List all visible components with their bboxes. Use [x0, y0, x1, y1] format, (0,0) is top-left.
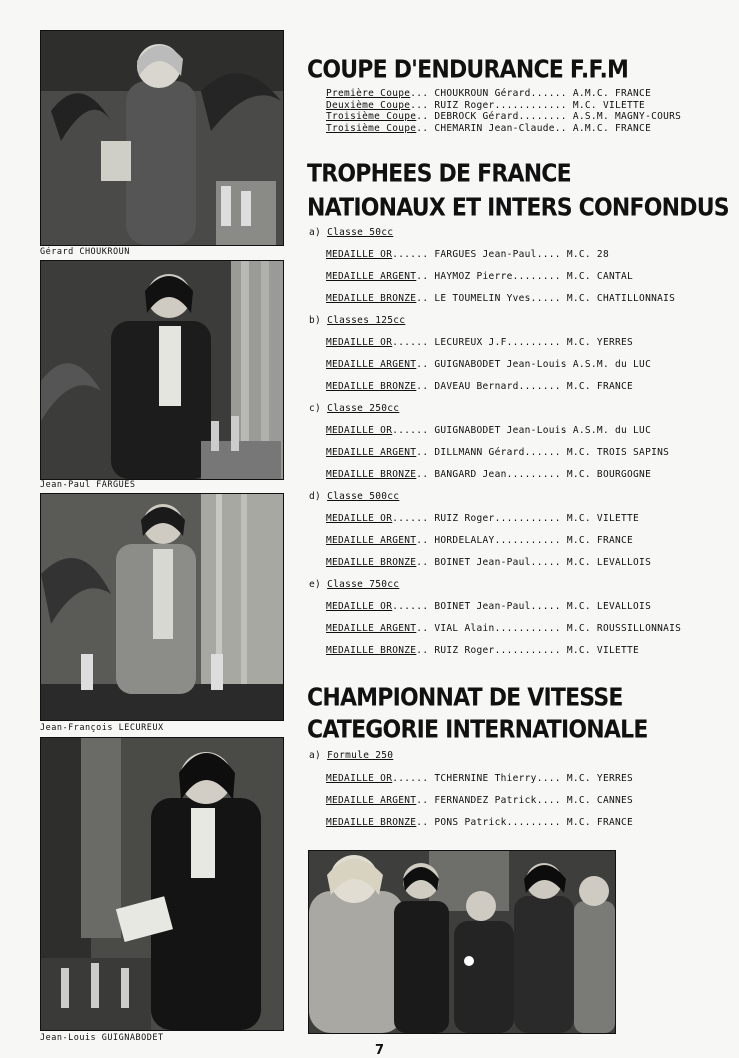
class-name: Classes 125cc: [327, 315, 406, 326]
medal-row: [326, 293, 675, 304]
medal-name: BOINET Jean-Paul.....: [434, 601, 561, 612]
section-title-coupe: COUPE D'ENDURANCE F.F.M: [307, 56, 629, 84]
photo-jean-francois-lecureux: [40, 493, 284, 721]
class-heading: [309, 403, 399, 414]
photo-caption: Jean-François LECUREUX: [40, 723, 164, 733]
photo-caption: Jean-Louis GUIGNABODET: [40, 1033, 164, 1043]
medal-name: RUIZ Roger...........: [434, 513, 561, 524]
page-number: 7: [375, 1043, 385, 1058]
medal-name: VIAL Alain...........: [434, 623, 561, 634]
medal-club: M.C. VILETTE: [566, 645, 640, 656]
medal-row: [326, 271, 633, 282]
class-name: Classe 500cc: [327, 491, 400, 502]
class-heading: [309, 491, 399, 502]
medal-dots: ......: [392, 337, 429, 348]
coupe-label: Deuxième Coupe: [326, 99, 411, 111]
coupe-dots: ...: [410, 88, 429, 99]
class-heading: [309, 750, 393, 761]
medal-dots: ......: [392, 425, 429, 436]
medal-row: [326, 645, 639, 656]
class-letter: b): [309, 315, 322, 326]
medal-club: M.C. BOURGOGNE: [566, 469, 652, 480]
medal-dots: ..: [416, 645, 429, 656]
medal-label: MEDAILLE ARGENT: [326, 447, 417, 458]
medal-label: MEDAILLE BRONZE: [326, 381, 417, 392]
medal-dots: ..: [416, 817, 429, 828]
coupe-club: A.S.M. MAGNY-COURS: [572, 111, 682, 122]
class-name: Classe 250cc: [327, 403, 400, 414]
medal-label: MEDAILLE ARGENT: [326, 795, 417, 806]
medal-dots: ......: [392, 773, 429, 784]
medal-dots: ......: [392, 513, 429, 524]
medal-row: [326, 513, 639, 524]
section-title-trophees-line1: TROPHEES DE FRANCE: [307, 160, 571, 188]
class-letter: a): [309, 227, 322, 238]
coupe-name: RUIZ Roger............: [434, 99, 567, 111]
coupe-dots: ...: [410, 99, 429, 111]
photo-caption: Jean-Paul FARGUES: [40, 480, 136, 490]
coupe-row: [326, 111, 681, 122]
coupe-name: CHOUKROUN Gérard......: [434, 88, 567, 99]
medal-club: M.C. CANNES: [566, 795, 634, 806]
medal-dots: ..: [416, 293, 429, 304]
medal-row: [326, 557, 651, 568]
class-heading: [309, 315, 405, 326]
class-heading: [309, 579, 399, 590]
medal-club: M.C. YERRES: [566, 773, 634, 784]
medal-name: TCHERNINE Thierry....: [434, 773, 561, 784]
coupe-name: DEBROCK Gérard........: [434, 111, 567, 122]
medal-label: MEDAILLE ARGENT: [326, 359, 417, 370]
section-title-trophees-line2: NATIONAUX ET INTERS CONFONDUS: [307, 194, 729, 222]
class-letter: c): [309, 403, 322, 414]
medal-label: MEDAILLE BRONZE: [326, 645, 417, 656]
medal-row: [326, 601, 651, 612]
medal-label: MEDAILLE OR: [326, 249, 393, 260]
medal-club: M.C. CANTAL: [566, 271, 634, 282]
medal-name: LECUREUX J.F.........: [434, 337, 561, 348]
medal-name: BANGARD Jean.........: [434, 469, 561, 480]
coupe-club: M.C. VILETTE: [572, 99, 646, 111]
medal-label: MEDAILLE BRONZE: [326, 817, 417, 828]
medal-name: LE TOUMELIN Yves.....: [434, 293, 561, 304]
medal-label: MEDAILLE ARGENT: [326, 271, 417, 282]
medal-label: MEDAILLE OR: [326, 337, 393, 348]
medal-club: M.C. LEVALLOIS: [566, 557, 652, 568]
class-letter: a): [309, 750, 322, 761]
coupe-row: [326, 123, 651, 134]
medal-club: M.C. VILETTE: [566, 513, 640, 524]
medal-row: [326, 535, 633, 546]
coupe-dots: ..: [416, 111, 429, 122]
class-letter: d): [309, 491, 322, 502]
medal-row: [326, 795, 633, 806]
coupe-club: A.M.C. FRANCE: [572, 122, 652, 134]
medal-club: M.C. FRANCE: [566, 535, 634, 546]
medal-dots: ......: [392, 601, 429, 612]
medal-club: M.C. CHATILLONNAIS: [566, 293, 676, 304]
medal-dots: ..: [416, 535, 429, 546]
medal-club: M.C. 28: [566, 249, 609, 260]
medal-label: MEDAILLE ARGENT: [326, 623, 417, 634]
medal-name: PONS Patrick.........: [434, 817, 561, 828]
medal-label: MEDAILLE BRONZE: [326, 469, 417, 480]
medal-name: GUIGNABODET Jean-Louis: [434, 359, 567, 370]
coupe-label: Troisième Coupe: [326, 111, 417, 122]
medal-name: FERNANDEZ Patrick....: [434, 795, 561, 806]
medal-name: BOINET Jean-Paul.....: [434, 557, 561, 568]
medal-row: [326, 773, 633, 784]
medal-club: M.C. TROIS SAPINS: [566, 447, 670, 458]
medal-club: M.C. FRANCE: [566, 381, 634, 392]
section-title-championnat-line2: CATEGORIE INTERNATIONALE: [307, 716, 648, 744]
medal-dots: ..: [416, 359, 429, 370]
medal-dots: ..: [416, 381, 429, 392]
photo-gerard-choukroun: [40, 30, 284, 246]
coupe-label: Première Coupe: [326, 88, 411, 99]
medal-dots: ..: [416, 557, 429, 568]
medal-club: M.C. ROUSSILLONNAIS: [566, 623, 682, 634]
photo-jean-paul-fargues: [40, 260, 284, 480]
medal-name: RUIZ Roger...........: [434, 645, 561, 656]
medal-row: [326, 425, 651, 436]
class-letter: e): [309, 579, 322, 590]
medal-label: MEDAILLE OR: [326, 601, 393, 612]
photo-jean-louis-guignabodet: [40, 737, 284, 1031]
medal-dots: ..: [416, 795, 429, 806]
medal-label: MEDAILLE OR: [326, 513, 393, 524]
medal-club: M.C. YERRES: [566, 337, 634, 348]
medal-label: MEDAILLE ARGENT: [326, 535, 417, 546]
medal-row: [326, 469, 651, 480]
medal-name: FARGUES Jean-Paul....: [434, 249, 561, 260]
medal-name: DILLMANN Gérard......: [434, 447, 561, 458]
medal-dots: ..: [416, 469, 429, 480]
coupe-label: Troisième Coupe: [326, 122, 417, 134]
coupe-name: CHEMARIN Jean-Claude..: [434, 122, 567, 134]
medal-row: [326, 337, 633, 348]
medal-row: [326, 623, 681, 634]
medal-club: M.C. FRANCE: [566, 817, 634, 828]
photo-caption: Gérard CHOUKROUN: [40, 247, 130, 257]
medal-name: DAVEAU Bernard.......: [434, 381, 561, 392]
medal-label: MEDAILLE BRONZE: [326, 557, 417, 568]
class-name: Classe 50cc: [327, 227, 394, 238]
medal-dots: ..: [416, 623, 429, 634]
medal-row: [326, 359, 651, 370]
medal-row: [326, 817, 633, 828]
medal-club: A.S.M. du LUC: [572, 425, 652, 436]
medal-row: [326, 447, 669, 458]
medal-label: MEDAILLE BRONZE: [326, 293, 417, 304]
medal-label: MEDAILLE OR: [326, 425, 393, 436]
medal-name: GUIGNABODET Jean-Louis: [434, 425, 567, 436]
coupe-row: [326, 100, 645, 111]
medal-row: [326, 249, 609, 260]
class-name: Classe 750cc: [327, 579, 400, 590]
medal-label: MEDAILLE OR: [326, 773, 393, 784]
medal-club: A.S.M. du LUC: [572, 359, 652, 370]
medal-dots: ..: [416, 447, 429, 458]
coupe-dots: ..: [416, 122, 429, 134]
section-title-championnat-line1: CHAMPIONNAT DE VITESSE: [307, 684, 623, 712]
medal-dots: ..: [416, 271, 429, 282]
medal-dots: ......: [392, 249, 429, 260]
class-name: Formule 250: [327, 750, 394, 761]
medal-name: HAYMOZ Pierre........: [434, 271, 561, 282]
coupe-row: [326, 88, 651, 99]
coupe-club: A.M.C. FRANCE: [572, 88, 652, 99]
photo-group: [308, 850, 616, 1034]
medal-row: [326, 381, 633, 392]
class-heading: [309, 227, 393, 238]
medal-name: HORDELALAY...........: [434, 535, 561, 546]
medal-club: M.C. LEVALLOIS: [566, 601, 652, 612]
